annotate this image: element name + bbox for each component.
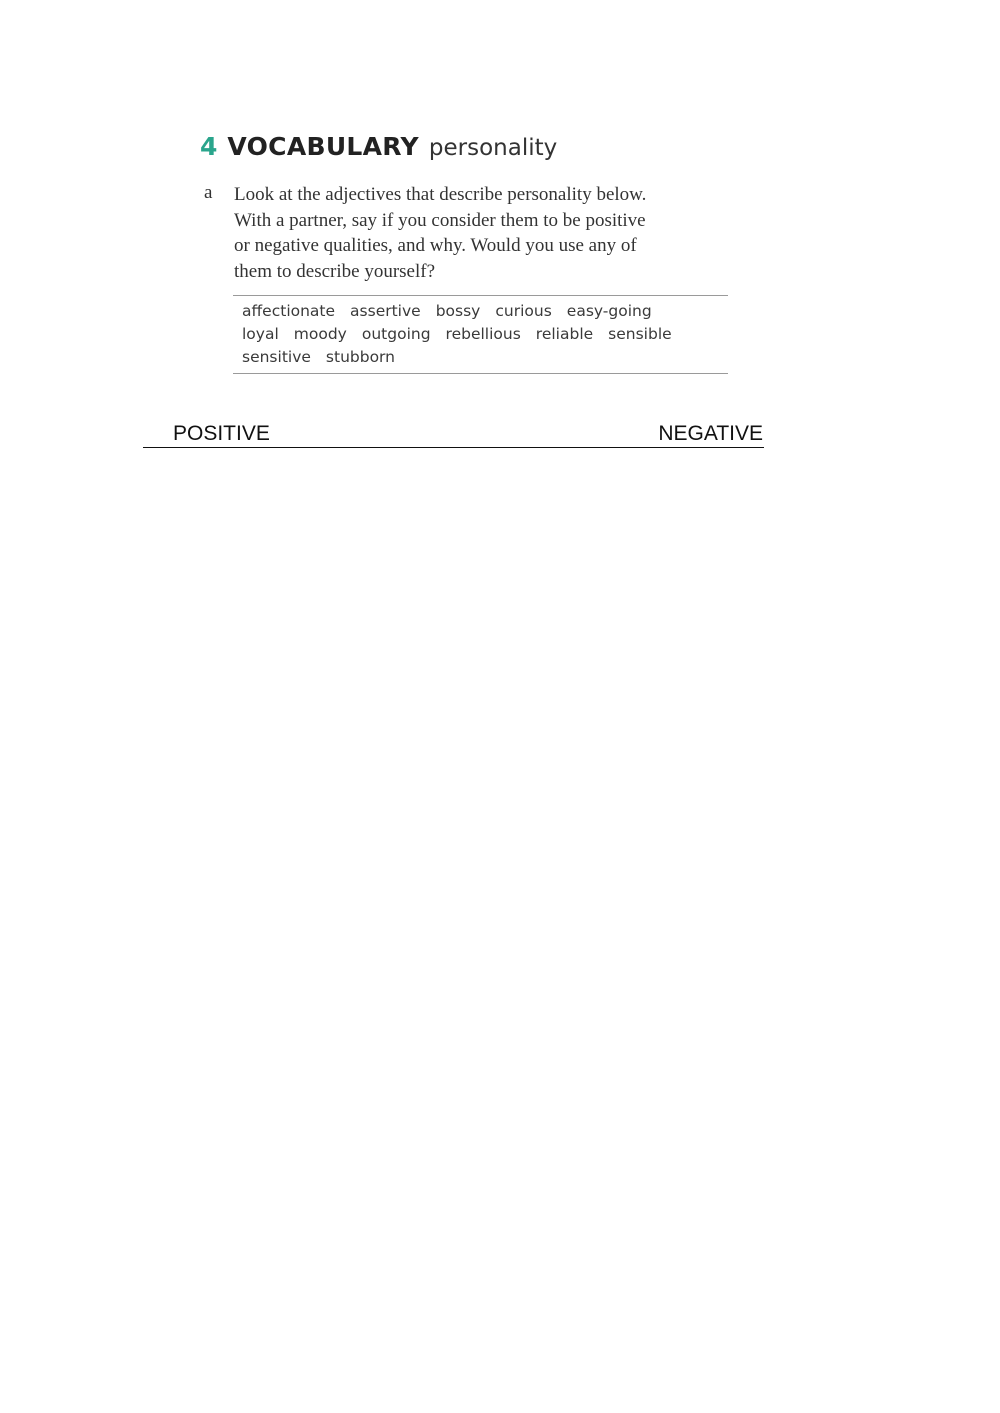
word-item: outgoing [361,325,431,343]
word-line [242,302,652,320]
word-item: loyal [242,325,279,343]
instruction-line: Look at the adjectives that describe personality below. [234,184,647,205]
word-item: affectionate [242,302,336,320]
word-item: assertive [350,302,421,320]
word-item: sensible [608,325,672,343]
exercise-letter: a [204,182,213,203]
section-number: 4 [200,132,218,161]
section-header [200,134,557,160]
instruction-line: With a partner, say if you consider them to be positive [234,209,646,231]
word-item: curious [495,302,552,320]
word-item: sensitive [242,348,311,366]
instruction-line: or negative qualities, and why. Would you use any of [234,235,637,256]
word-box [233,295,728,374]
word-item: easy-going [566,302,652,320]
section-subtitle: personality [428,135,558,161]
positive-column-header: POSITIVE [173,422,270,445]
negative-column-header: NEGATIVE [658,422,763,445]
exercise-instruction [234,182,734,284]
word-item: rebellious [445,325,521,343]
word-line [242,325,672,343]
section-title: VOCABULARY [227,132,419,161]
word-item: bossy [435,302,481,320]
positive-negative-columns [143,421,764,448]
word-line [242,348,395,366]
instruction-line: them to describe yourself? [234,260,436,282]
word-item: stubborn [325,348,395,366]
word-item: moody [293,325,347,343]
word-item: reliable [535,325,594,343]
